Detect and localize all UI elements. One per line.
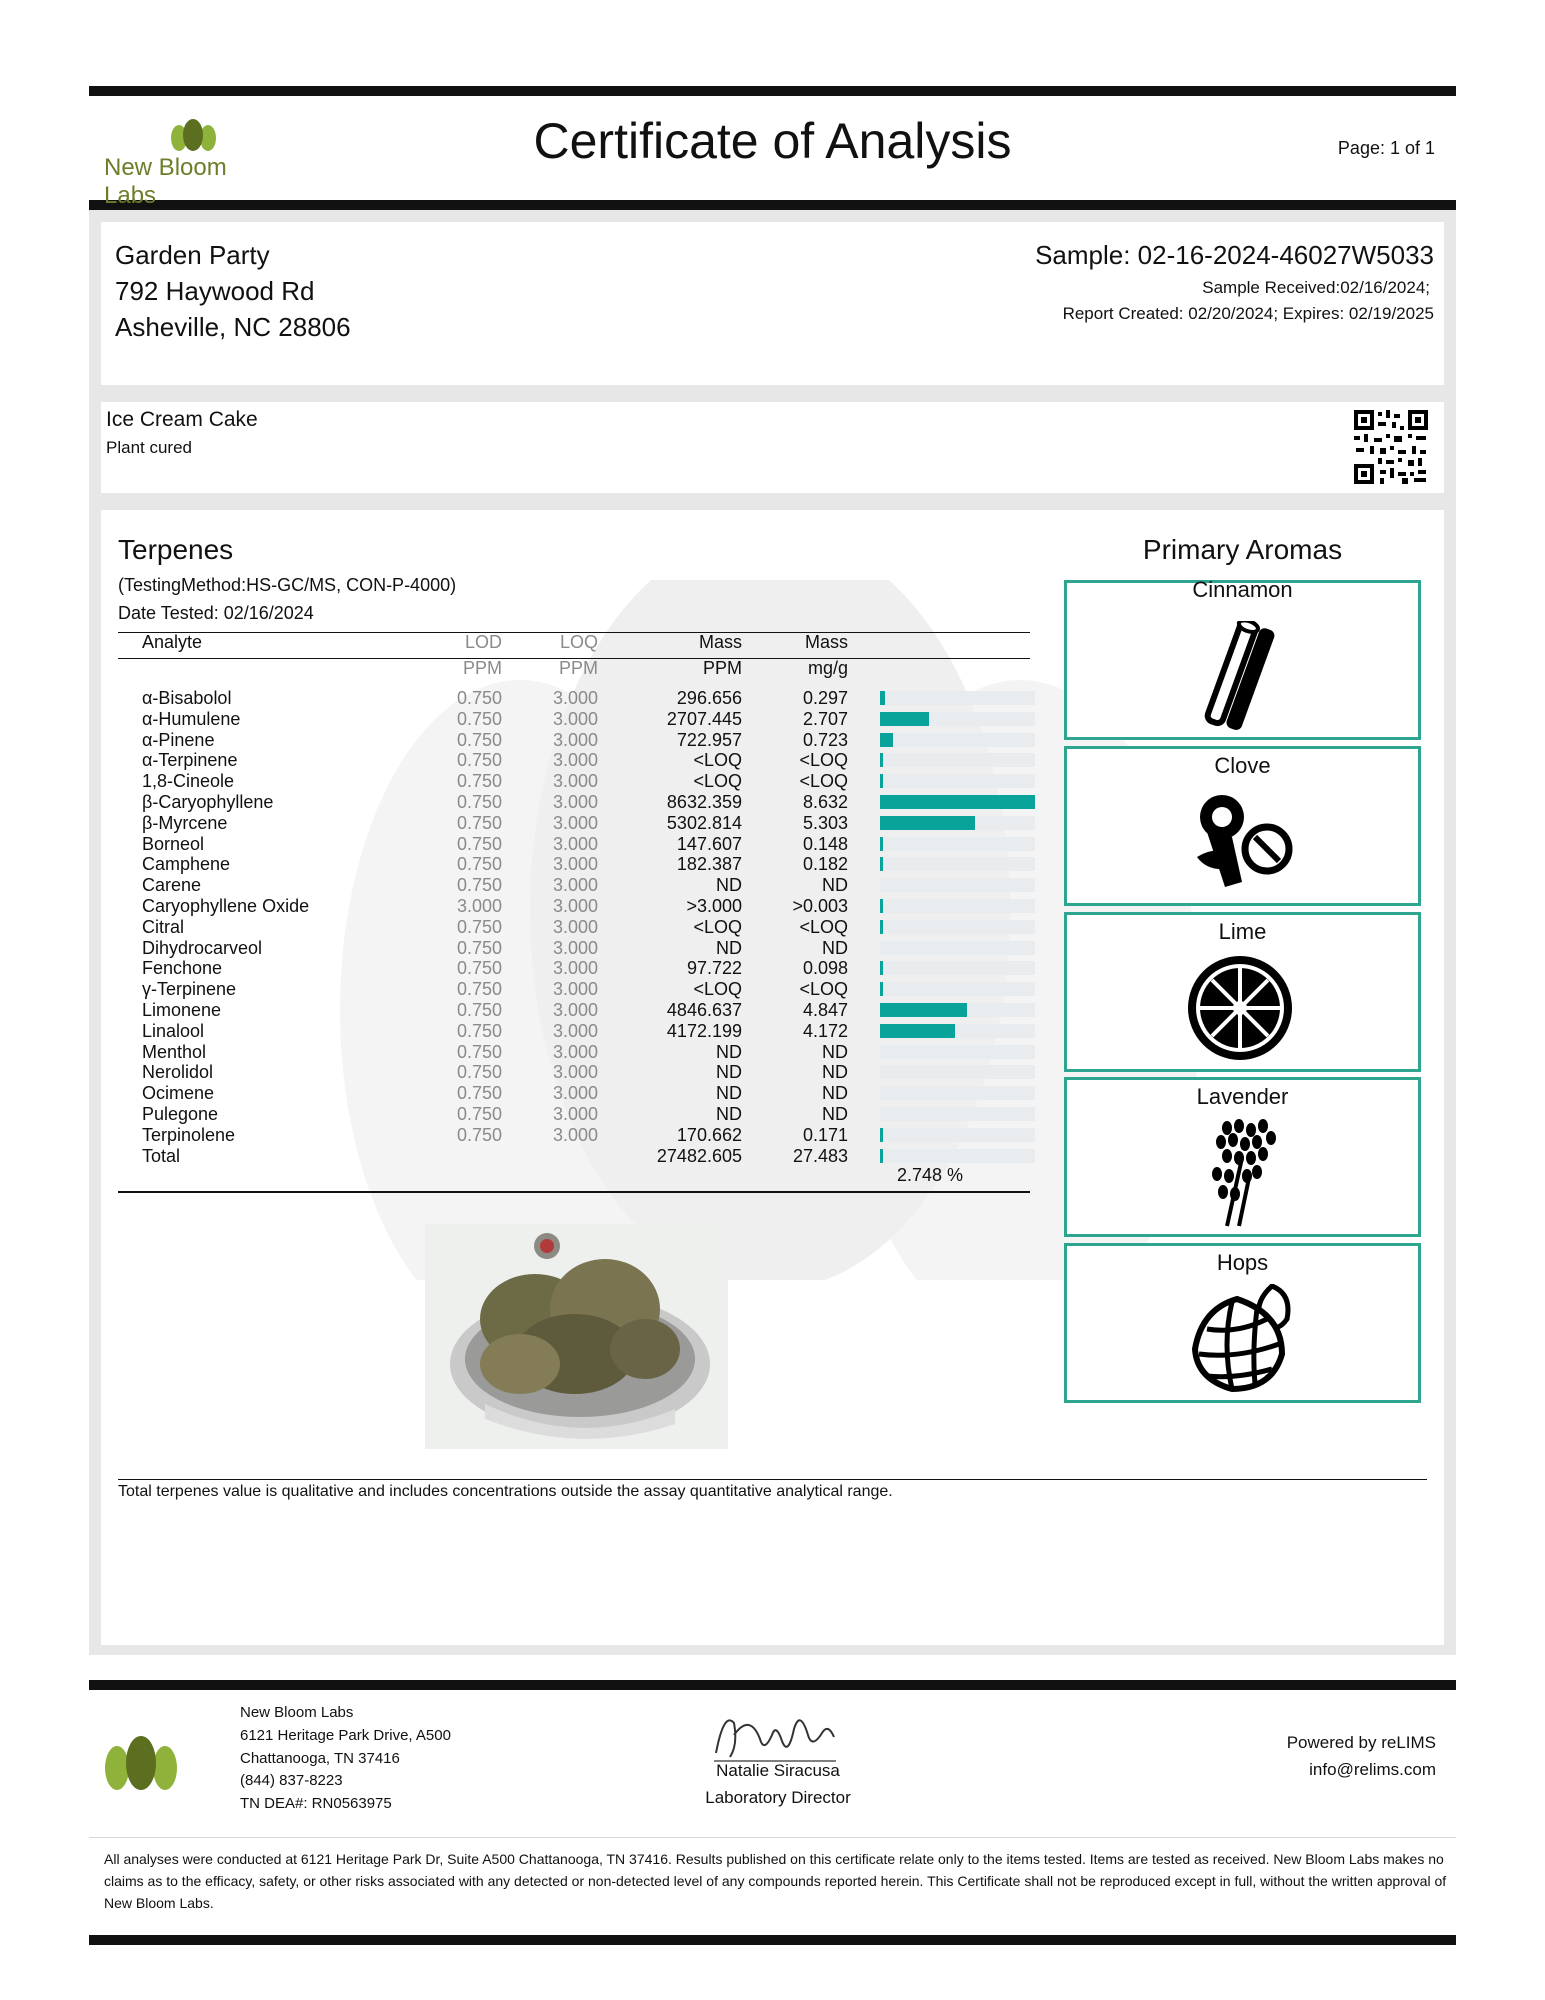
- analyte-name: β-Myrcene: [142, 813, 228, 833]
- mass-mgg-value: 5.303: [802, 813, 848, 833]
- mass-mgg-value: 4.172: [802, 1021, 848, 1041]
- analyte-name: 1,8-Cineole: [142, 771, 235, 791]
- loq-value: 3.000: [552, 1042, 598, 1062]
- unit-loq: PPM: [558, 658, 598, 678]
- analyte-name: Ocimene: [142, 1083, 215, 1103]
- loq-value: 3.000: [552, 875, 598, 895]
- note-rule: [118, 1479, 1427, 1480]
- mass-ppm-value: ND: [716, 1083, 742, 1103]
- aroma-label: Lavender: [1196, 1084, 1289, 1109]
- concentration-bar-track: [880, 1128, 1035, 1142]
- qr-code: [1352, 408, 1430, 486]
- analyte-name: γ-Terpinene: [142, 979, 237, 999]
- mass-mgg-value: 4.847: [802, 1000, 848, 1020]
- footer-address-1: 6121 Heritage Park Drive, A500: [240, 1727, 451, 1744]
- sample-received: Sample Received:02/16/2024;: [1202, 278, 1430, 297]
- footer-address-2: Chattanooga, TN 37416: [240, 1750, 400, 1767]
- mass-ppm-value: ND: [716, 875, 742, 895]
- lod-value: 0.750: [456, 1000, 502, 1020]
- lod-value: 0.750: [456, 792, 502, 812]
- concentration-bar-track: [880, 837, 1035, 851]
- client-name: Garden Party: [115, 240, 270, 270]
- mass-ppm-value: 296.656: [676, 688, 742, 708]
- date-tested: Date Tested: 02/16/2024: [118, 603, 314, 623]
- loq-value: 3.000: [552, 917, 598, 937]
- analyte-name: Carene: [142, 875, 202, 895]
- lod-value: 0.750: [456, 854, 502, 874]
- mass-ppm-value: >3.000: [686, 896, 742, 916]
- lod-value: 3.000: [456, 896, 502, 916]
- aromas-heading: Primary Aromas: [1142, 534, 1343, 565]
- col-mass-ppm: Mass: [698, 632, 742, 652]
- analyte-name: Limonene: [142, 1000, 222, 1020]
- mass-mgg-value: ND: [822, 1062, 848, 1082]
- footer-phone: (844) 837-8223: [240, 1772, 343, 1789]
- concentration-bar-track: [880, 961, 1035, 975]
- footer-top-rule: [89, 1680, 1456, 1690]
- mass-ppm-value: <LOQ: [693, 979, 742, 999]
- total-percent: 2.748 %: [897, 1165, 964, 1185]
- mass-mgg-value: <LOQ: [799, 750, 848, 770]
- mass-mgg-value: 0.098: [802, 958, 848, 978]
- product-photo: [425, 1224, 728, 1449]
- col-lod: LOD: [464, 632, 502, 652]
- analyte-name: Pulegone: [142, 1104, 219, 1124]
- concentration-bar-track: [880, 1149, 1035, 1163]
- loq-value: 3.000: [552, 1021, 598, 1041]
- product-panel: [89, 395, 1456, 505]
- concentration-bar-track: [880, 857, 1035, 871]
- concentration-bar-track: [880, 941, 1035, 955]
- mass-ppm-value: ND: [716, 938, 742, 958]
- lod-value: 0.750: [456, 979, 502, 999]
- concentration-bar: [880, 1128, 883, 1142]
- aroma-card-lavender: [1064, 1077, 1421, 1237]
- lod-value: 0.750: [456, 771, 502, 791]
- footer-logo-icon: [104, 1735, 178, 1795]
- lod-value: 0.750: [456, 958, 502, 978]
- lod-value: 0.750: [456, 1104, 502, 1124]
- concentration-bar: [880, 837, 883, 851]
- footer-lab-name: New Bloom Labs: [240, 1704, 354, 1721]
- concentration-bar: [880, 982, 883, 996]
- bottom-rule: [89, 1935, 1456, 1945]
- loq-value: 3.000: [552, 938, 598, 958]
- concentration-bar: [880, 961, 883, 975]
- concentration-bar-track: [880, 878, 1035, 892]
- mass-mgg-value: 27.483: [792, 1146, 848, 1166]
- lavender-icon: [1187, 1118, 1297, 1228]
- lod-value: 0.750: [456, 709, 502, 729]
- concentration-bar: [880, 1003, 967, 1017]
- analyte-name: β-Caryophyllene: [142, 792, 274, 812]
- concentration-bar: [880, 920, 883, 934]
- mass-ppm-value: 2707.445: [666, 709, 742, 729]
- mass-mgg-value: ND: [822, 1042, 848, 1062]
- page-number: Page: 1 of 1: [1337, 138, 1435, 158]
- mass-mgg-value: ND: [822, 1083, 848, 1103]
- mass-ppm-value: 182.387: [676, 854, 742, 874]
- aroma-card-hops: [1064, 1243, 1421, 1403]
- lod-value: 0.750: [456, 813, 502, 833]
- concentration-bar-track: [880, 774, 1035, 788]
- aroma-label: Clove: [1214, 753, 1271, 778]
- loq-value: 3.000: [552, 730, 598, 750]
- concentration-bar: [880, 691, 885, 705]
- concentration-bar-track: [880, 1086, 1035, 1100]
- lod-value: 0.750: [456, 730, 502, 750]
- aroma-label: Hops: [1216, 1250, 1269, 1275]
- col-loq: LOQ: [559, 632, 598, 652]
- concentration-bar: [880, 795, 1035, 809]
- page-title: Certificate of Analysis: [533, 113, 1012, 169]
- concentration-bar: [880, 857, 883, 871]
- unit-lod: PPM: [462, 658, 502, 678]
- mass-mgg-value: <LOQ: [799, 979, 848, 999]
- mass-mgg-value: <LOQ: [799, 771, 848, 791]
- mass-mgg-value: <LOQ: [799, 917, 848, 937]
- lod-value: 0.750: [456, 938, 502, 958]
- footer-dea: TN DEA#: RN0563975: [240, 1795, 392, 1812]
- signer-name: Natalie Siracusa: [716, 1761, 840, 1780]
- unit-mass-mgg: mg/g: [807, 658, 848, 678]
- mass-ppm-value: <LOQ: [693, 750, 742, 770]
- footer-divider: [89, 1837, 1456, 1838]
- col-mass-mgg: Mass: [804, 632, 848, 652]
- lod-value: 0.750: [456, 1083, 502, 1103]
- lod-value: 0.750: [456, 1125, 502, 1145]
- analyte-name: α-Humulene: [142, 709, 241, 729]
- loq-value: 3.000: [552, 1083, 598, 1103]
- mass-ppm-value: <LOQ: [693, 771, 742, 791]
- concentration-bar: [880, 816, 975, 830]
- lod-value: 0.750: [456, 1062, 502, 1082]
- analyte-name: Borneol: [142, 834, 205, 854]
- concentration-bar: [880, 1149, 883, 1163]
- concentration-bar: [880, 733, 893, 747]
- mass-mgg-value: 0.182: [802, 854, 848, 874]
- concentration-bar-track: [880, 733, 1035, 747]
- analyte-name: Linalool: [142, 1021, 205, 1041]
- loq-value: 3.000: [552, 854, 598, 874]
- analyte-name: α-Terpinene: [142, 750, 238, 770]
- concentration-bar-track: [880, 1065, 1035, 1079]
- product-type: Plant cured: [106, 438, 192, 457]
- analyte-name: Nerolidol: [142, 1062, 214, 1082]
- aroma-label: Cinnamon: [1192, 577, 1293, 602]
- mass-ppm-value: ND: [716, 1042, 742, 1062]
- analyte-name: Dihydrocarveol: [142, 938, 263, 958]
- mass-mgg-value: 0.148: [802, 834, 848, 854]
- mass-ppm-value: 5302.814: [666, 813, 742, 833]
- cinnamon-icon: [1187, 621, 1297, 731]
- analyte-name: Camphene: [142, 854, 231, 874]
- concentration-bar-track: [880, 1024, 1035, 1038]
- mass-mgg-value: ND: [822, 875, 848, 895]
- loq-value: 3.000: [552, 709, 598, 729]
- lod-value: 0.750: [456, 875, 502, 895]
- terpene-note: Total terpenes value is qualitative and includes concentrations outside the assay quantitative analytical range.: [118, 1483, 893, 1500]
- lab-logo-text: New Bloom Labs: [104, 154, 227, 209]
- analyte-name: Citral: [142, 917, 185, 937]
- concentration-bar-track: [880, 1107, 1035, 1121]
- report-dates: Report Created: 02/20/2024; Expires: 02/19/2025: [1062, 304, 1434, 323]
- mass-ppm-value: 170.662: [676, 1125, 742, 1145]
- mass-mgg-value: >0.003: [792, 896, 848, 916]
- top-rule: [89, 86, 1456, 96]
- loq-value: 3.000: [552, 979, 598, 999]
- concentration-bar-track: [880, 920, 1035, 934]
- mass-ppm-value: 722.957: [676, 730, 742, 750]
- clove-icon: [1187, 787, 1297, 897]
- lod-value: 0.750: [456, 750, 502, 770]
- client-panel: [89, 210, 1456, 395]
- loq-value: 3.000: [552, 958, 598, 978]
- product-name: Ice Cream Cake: [106, 408, 258, 431]
- loq-value: 3.000: [552, 1062, 598, 1082]
- loq-value: 3.000: [552, 750, 598, 770]
- mass-ppm-value: 4172.199: [666, 1021, 742, 1041]
- unit-mass-ppm: PPM: [702, 658, 742, 678]
- concentration-bar-track: [880, 753, 1035, 767]
- mass-mgg-value: ND: [822, 938, 848, 958]
- mass-ppm-value: 27482.605: [656, 1146, 742, 1166]
- mass-mgg-value: 0.171: [802, 1125, 848, 1145]
- mass-mgg-value: 2.707: [802, 709, 848, 729]
- lod-value: 0.750: [456, 917, 502, 937]
- lod-value: 0.750: [456, 834, 502, 854]
- sample-id: Sample: 02-16-2024-46027W5033: [1035, 240, 1434, 270]
- mass-mgg-value: 0.723: [802, 730, 848, 750]
- loq-value: 3.000: [552, 896, 598, 916]
- table-bottom-rule: [118, 1191, 1030, 1193]
- mass-ppm-value: <LOQ: [693, 917, 742, 937]
- lime-icon: [1185, 953, 1295, 1063]
- mass-ppm-value: ND: [716, 1062, 742, 1082]
- loq-value: 3.000: [552, 792, 598, 812]
- client-address-2: Asheville, NC 28806: [115, 312, 351, 342]
- analyte-name: Fenchone: [142, 958, 223, 978]
- concentration-bar-track: [880, 712, 1035, 726]
- lod-value: 0.750: [456, 1021, 502, 1041]
- concentration-bar-track: [880, 1003, 1035, 1017]
- loq-value: 3.000: [552, 688, 598, 708]
- aroma-card-cinnamon: [1064, 577, 1421, 740]
- signer-title: Laboratory Director: [705, 1788, 851, 1807]
- loq-value: 3.000: [552, 1125, 598, 1145]
- lod-value: 0.750: [456, 688, 502, 708]
- disclaimer: All analyses were conducted at 6121 Heritage Park Dr, Suite A500 Chattanooga, TN 37416. Results published on this certificate relate only to the items tested. Items are tested as received. New Bloom Labs makes no claims as to the efficacy, safety, or other risks associated with any detected or non-detected level of any compounds reported herein. This Certificate shall not be reproduced except in full, without the written approval of New Bloom Labs.: [104, 1851, 1447, 1911]
- concentration-bar-track: [880, 1045, 1035, 1059]
- loq-value: 3.000: [552, 813, 598, 833]
- analyte-name: α-Pinene: [142, 730, 215, 750]
- concentration-bar-track: [880, 795, 1035, 809]
- mass-mgg-value: 0.297: [802, 688, 848, 708]
- header-bottom-rule: [89, 200, 1456, 210]
- analyte-name: Caryophyllene Oxide: [142, 896, 310, 916]
- mass-ppm-value: ND: [716, 1104, 742, 1124]
- mass-ppm-value: 147.607: [676, 834, 742, 854]
- aroma-card-clove: [1064, 746, 1421, 906]
- concentration-bar-track: [880, 816, 1035, 830]
- contact-email[interactable]: info@relims.com: [1309, 1760, 1436, 1779]
- powered-by: Powered by reLIMS: [1286, 1733, 1436, 1752]
- mass-ppm-value: 8632.359: [666, 792, 742, 812]
- mass-ppm-value: 4846.637: [666, 1000, 742, 1020]
- col-analyte: Analyte: [142, 632, 203, 652]
- aroma-label: Lime: [1218, 919, 1267, 944]
- concentration-bar-track: [880, 691, 1035, 705]
- aroma-card-lime: [1064, 912, 1421, 1072]
- hops-icon: [1187, 1284, 1297, 1394]
- mass-mgg-value: ND: [822, 1104, 848, 1124]
- loq-value: 3.000: [552, 1000, 598, 1020]
- concentration-bar: [880, 899, 883, 913]
- loq-value: 3.000: [552, 771, 598, 791]
- concentration-bar: [880, 753, 883, 767]
- concentration-bar-track: [880, 982, 1035, 996]
- mass-mgg-value: 8.632: [802, 792, 848, 812]
- concentration-bar: [880, 774, 883, 788]
- analyte-name: Total: [142, 1146, 181, 1166]
- testing-method: (TestingMethod:HS-GC/MS, CON-P-4000): [118, 575, 457, 595]
- analyte-name: Terpinolene: [142, 1125, 236, 1145]
- lod-value: 0.750: [456, 1042, 502, 1062]
- concentration-bar: [880, 1024, 955, 1038]
- concentration-bar-track: [880, 899, 1035, 913]
- signature-image: [710, 1705, 840, 1763]
- analyte-name: Menthol: [142, 1042, 207, 1062]
- terpenes-heading: Terpenes: [118, 534, 234, 565]
- loq-value: 3.000: [552, 1104, 598, 1124]
- mass-ppm-value: 97.722: [686, 958, 742, 978]
- concentration-bar: [880, 712, 929, 726]
- client-address-1: 792 Haywood Rd: [115, 276, 315, 306]
- analyte-name: α-Bisabolol: [142, 688, 232, 708]
- loq-value: 3.000: [552, 834, 598, 854]
